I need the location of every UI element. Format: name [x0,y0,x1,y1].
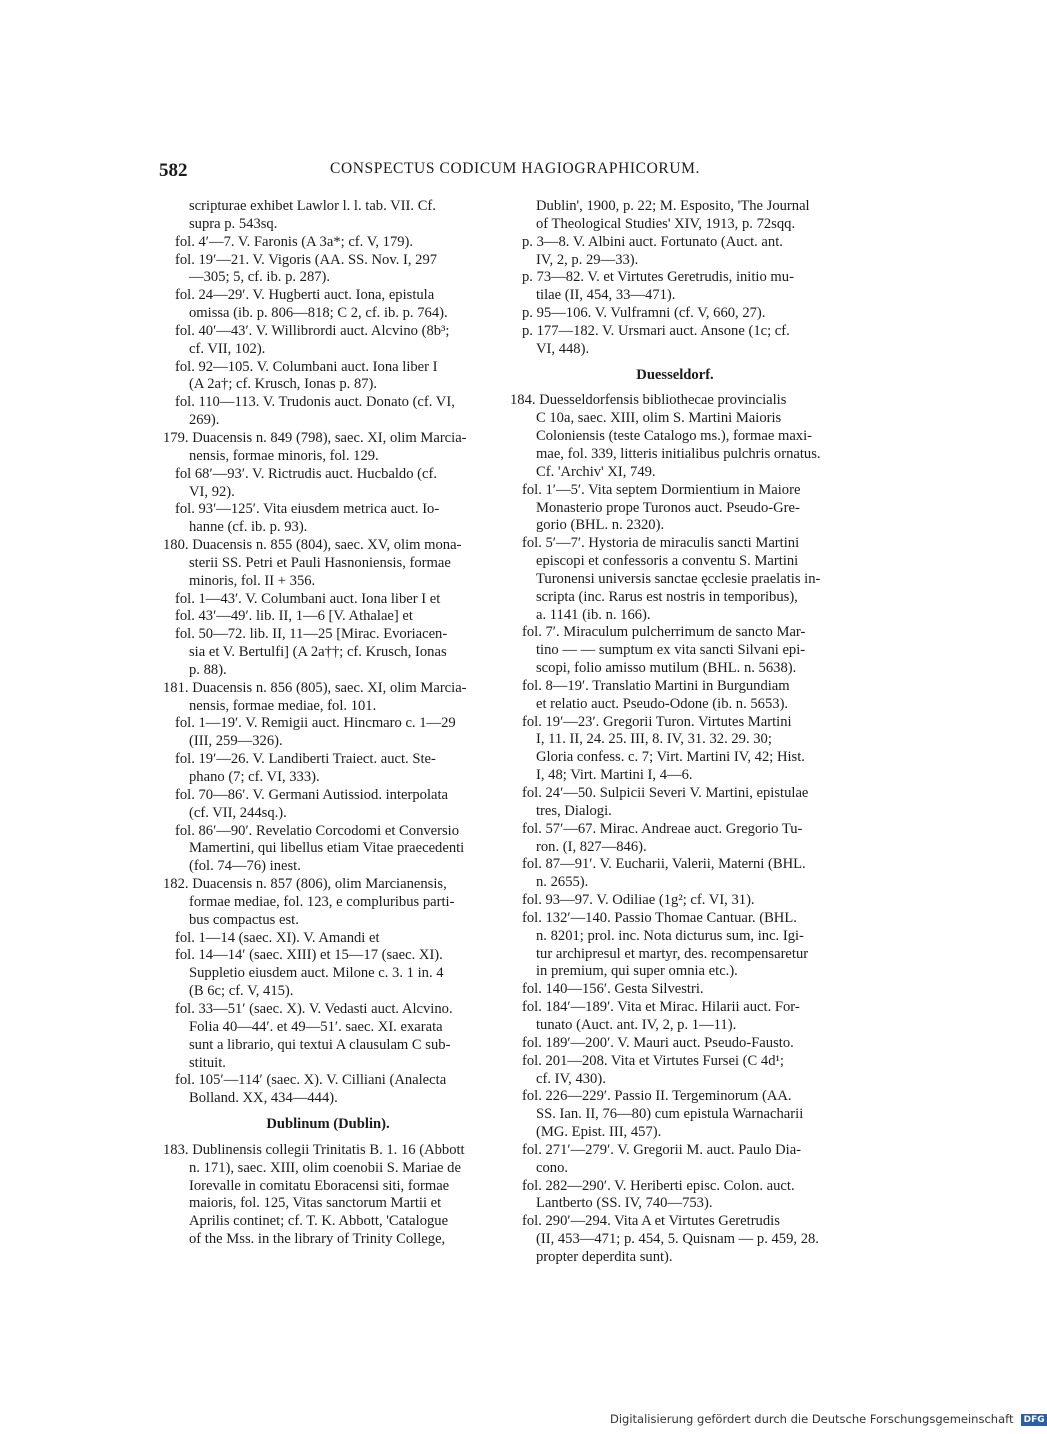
text-line: et relatio auct. Pseudo-Odone (ib. n. 5653). [536,695,789,712]
text-line: (B 6c; cf. V, 415). [189,983,294,1000]
text-line: Mamertini, qui libellus etiam Vitae praecedenti [189,840,465,857]
text-line: mae, fol. 339, litteris initialibus pulchris ornatus. [536,445,821,462]
text-line: gorio (BHL. n. 2320). [536,517,665,534]
text-line: tilae (II, 454, 33—471). [536,287,676,304]
footer-text: Digitalisierung gefördert durch die Deutsche Forschungsgemeinschaft [610,1412,1014,1426]
entry-start-line: 180. Duacensis n. 855 (804), saec. XV, olim mona- [163,537,462,554]
text-line: (cf. VII, 244sq.). [189,804,287,821]
text-line: VI, 92). [189,483,235,500]
text-line: cono. [536,1159,569,1176]
entry-start-line: 182. Duacensis n. 857 (806), olim Marcianensis, [163,876,447,893]
section-heading: Duesseldorf. [636,366,714,383]
text-line: n. 2655). [536,874,589,891]
text-line: Iorevalle in comitatu Eboracensi siti, formae [189,1177,450,1194]
text-line: fol. 1—19′. V. Remigii auct. Hincmaro c. 1—29 [175,715,456,732]
text-line: omissa (ib. p. 806—818; C 2, cf. ib. p. 764). [189,305,448,322]
text-line: —305; 5, cf. ib. p. 287). [189,269,331,286]
text-line: fol. 43′—49′. lib. II, 1—6 [V. Athalae] et [175,608,413,625]
text-line: maioris, fol. 125, Vitas sanctorum Martii et [189,1195,442,1212]
text-line: Monasterio prope Turonos auct. Pseudo-Gre- [536,499,800,516]
text-line: scopi, folio amisso mutilum (BHL. n. 5638). [536,660,797,677]
text-line: bus compactus est. [189,911,299,928]
text-line: cf. IV, 430). [536,1070,606,1087]
text-line: p. 88). [189,661,227,678]
text-line: Folia 40—44′. et 49—51′. saec. XI. exarata [189,1018,443,1035]
text-line: (III, 259—326). [189,733,283,750]
text-line: Dublin', 1900, p. 22; M. Esposito, 'The Journal [536,198,810,214]
text-line: of the Mss. in the library of Trinity College, [189,1231,446,1248]
text-line: cf. VII, 102). [189,340,266,357]
text-line: ron. (I, 827—846). [536,838,647,855]
section-heading: Dublinum (Dublin). [266,1116,390,1133]
text-line: fol. 271′—279′. V. Gregorii M. auct. Paulo Dia- [522,1141,802,1158]
text-line: formae mediae, fol. 123, e compluribus parti- [189,893,455,910]
text-line: (A 2a†; cf. Krusch, Ionas p. 87). [189,376,378,393]
text-line: sia et V. Bertulfi] (A 2a††; cf. Krusch, Ionas [189,644,447,661]
text-line: fol. 282—290′. V. Heriberti episc. Colon. auct. [522,1177,795,1194]
text-line: n. 8201; prol. inc. Nota dicturus sum, inc. Igi- [536,927,804,944]
text-line: supra p. 543sq. [189,215,278,232]
text-line: fol. 24—29′. V. Hugberti auct. Iona, epistula [175,287,435,304]
text-line: episcopi et confessoris a conventu S. Martini [536,553,799,570]
text-line: fol. 70—86′. V. Germani Autissiod. interpolata [175,786,449,803]
text-line: Coloniensis (teste Catalogo ms.), formae maxi- [536,428,813,445]
text-line: minoris, fol. II + 356. [189,572,316,589]
text-line: (II, 453—471; p. 454, 5. Quisnam — p. 459, 28. [536,1231,819,1248]
text-line: p. 3—8. V. Albini auct. Fortunato (Auct. ant. [522,233,783,250]
text-line: a. 1141 (ib. n. 166). [536,606,651,623]
text-line: fol. 201—208. Vita et Virtutes Fursei (C 4d¹; [522,1052,784,1069]
text-line: tur archipresul et martyr, des. recompensaretur [536,945,809,962]
text-line: fol. 86′—90′. Revelatio Corcodomi et Conversio [175,822,460,839]
text-line: 269). [189,412,220,429]
text-line: (MG. Epist. III, 457). [536,1124,662,1141]
text-line: fol. 57′—67. Mirac. Andreae auct. Gregorio Tu- [522,820,803,837]
text-line: SS. Ian. II, 76—80) cum epistula Warnacharii [536,1106,804,1123]
entry-start-line: 181. Duacensis n. 856 (805), saec. XI, olim Marcia- [163,679,467,696]
text-line: fol. 93′—125′. Vita eiusdem metrica auct. Io- [175,501,440,518]
text-line: nensis, formae minoris, fol. 129. [189,447,379,464]
text-line: fol. 8—19′. Translatio Martini in Burgundiam [522,677,790,694]
text-line: tunato (Auct. ant. IV, 2, p. 1—11). [536,1016,737,1033]
text-line: fol. 189′—200′. V. Mauri auct. Pseudo-Fausto. [522,1034,794,1051]
text-line: fol. 93—97. V. Odiliae (1g²; cf. VI, 31). [522,892,755,909]
text-line: stituit. [189,1054,226,1071]
entry-start-line: 183. Dublinensis collegii Trinitatis B. 1. 16 (Abbott [163,1141,465,1158]
text-line: propter deperdita sunt). [536,1248,673,1265]
text-line: C 10a, saec. XIII, olim S. Martini Maioris [536,410,782,427]
text-line: n. 171), saec. XIII, olim coenobii S. Mariae de [189,1159,461,1176]
text-line: IV, 2, p. 29—33). [536,251,639,268]
text-line: fol. 1—14 (saec. XI). V. Amandi et [175,929,380,946]
text-line: fol. 7′. Miraculum pulcherrimum de sancto Mar- [522,624,806,641]
text-line: fol. 87—91′. V. Eucharii, Valerii, Materni (BHL. [522,856,806,873]
text-line: sterii SS. Petri et Pauli Hasnoniensis, formae [189,554,451,571]
dfg-logo-icon: DFG [1021,1414,1047,1426]
text-line: fol. 19′—23′. Gregorii Turon. Virtutes Martini [522,713,792,730]
text-line: sunt a librario, qui textui A clausulam C sub- [189,1036,451,1053]
text-line: p. 95—106. V. Vulframni (cf. V, 660, 27). [522,305,766,322]
page-number: 582 [159,160,188,181]
text-line: I, 11. II, 24. 25. III, 8. IV, 31. 32. 29. 30; [536,731,772,748]
text-line: fol. 19′—21. V. Vigoris (AA. SS. Nov. I, 297 [175,251,438,268]
text-line: fol. 226—229′. Passio II. Tergeminorum (AA. [522,1088,792,1105]
text-line: fol. 110—113. V. Trudonis auct. Donato (cf. VI, [175,394,455,411]
text-line: scripturae exhibet Lawlor l. l. tab. VII. Cf. [189,198,436,214]
text-line: I, 48; Virt. Martini I, 4—6. [536,767,693,784]
text-line: fol. 24′—50. Sulpicii Severi V. Martini, epistulae [522,785,809,801]
text-line: fol. 40′—43′. V. Willibrordi auct. Alcvino (8b³; [175,322,450,339]
text-line: Bolland. XX, 434—444). [189,1090,338,1107]
text-line: p. 177—182. V. Ursmari auct. Ansone (1c; cf. [522,322,790,339]
text-line: Cf. 'Archiv' XI, 749. [536,463,656,480]
text-line: (fol. 74—76) inest. [189,858,301,875]
text-line: fol. 5′—7′. Hystoria de miraculis sancti Martini [522,535,800,552]
text-line: fol. 140—156′. Gesta Silvestri. [522,981,704,998]
text-line: p. 73—82. V. et Virtutes Geretrudis, initio mu- [522,269,794,286]
text-line: fol. 1—43′. V. Columbani auct. Iona liber I et [175,590,441,607]
text-line: of Theological Studies' XIV, 1913, p. 72sqq. [536,215,796,232]
text-line: fol. 184′—189′. Vita et Mirac. Hilarii auct. For- [522,999,800,1016]
text-line: hanne (cf. ib. p. 93). [189,519,308,536]
text-line: fol. 105′—114′ (saec. X). V. Cilliani (Analecta [175,1072,447,1089]
text-line: scripta (inc. Rarus est nostris in temporibus), [536,588,798,605]
text-line: fol. 14—14′ (saec. XIII) et 15—17 (saec. XI). [175,947,443,964]
text-line: tino — — sumptum ex vita sancti Silvani epi- [536,642,806,659]
footer [610,1412,1047,1426]
left-column [163,198,493,1249]
right-column [510,198,840,1267]
text-line: phano (7; cf. VI, 333). [189,769,320,785]
text-line: fol. 1′—5′. Vita septem Dormientium in Maiore [522,481,801,498]
text-line: fol. 50—72. lib. II, 11—25 [Mirac. Evoriacen- [175,626,448,643]
text-line: in premium, qui super omnia etc.). [536,963,738,980]
text-line: fol. 132′—140. Passio Thomae Cantuar. (BHL. [522,909,797,926]
text-line: Aprilis continet; cf. T. K. Abbott, 'Catalogue [189,1213,449,1230]
text-line: Gloria confess. c. 7; Virt. Martini IV, 42; Hist. [536,749,805,766]
text-line: nensis, formae mediae, fol. 101. [189,697,377,714]
text-line: fol. 290′—294. Vita A et Virtutes Geretrudis [522,1213,780,1230]
text-line: Lantberto (SS. IV, 740—753). [536,1195,713,1212]
text-line: fol 68′—93′. V. Rictrudis auct. Hucbaldo (cf. [175,465,438,482]
text-line: fol. 33—51′ (saec. X). V. Vedasti auct. Alcvino. [175,1000,453,1017]
running-title: CONSPECTUS CODICUM HAGIOGRAPHICORUM. [330,160,700,177]
text-line: Turonensi universis sanctae ęcclesie praelatis in- [536,570,821,587]
entry-start-line: 179. Duacensis n. 849 (798), saec. XI, olim Marcia- [163,429,467,446]
text-line: tres, Dialogi. [536,802,612,819]
entry-start-line: 184. Duesseldorfensis bibliothecae provincialis [510,392,787,409]
text-line: fol. 19′—26. V. Landiberti Traiect. auct. Ste- [175,751,436,768]
text-line: VI, 448). [536,340,590,357]
text-line: fol. 92—105. V. Columbani auct. Iona liber I [175,358,438,375]
text-line: fol. 4′—7. V. Faronis (A 3a*; cf. V, 179). [175,233,414,250]
text-line: Suppletio eiusdem auct. Milone c. 3. 1 in. 4 [189,965,444,982]
